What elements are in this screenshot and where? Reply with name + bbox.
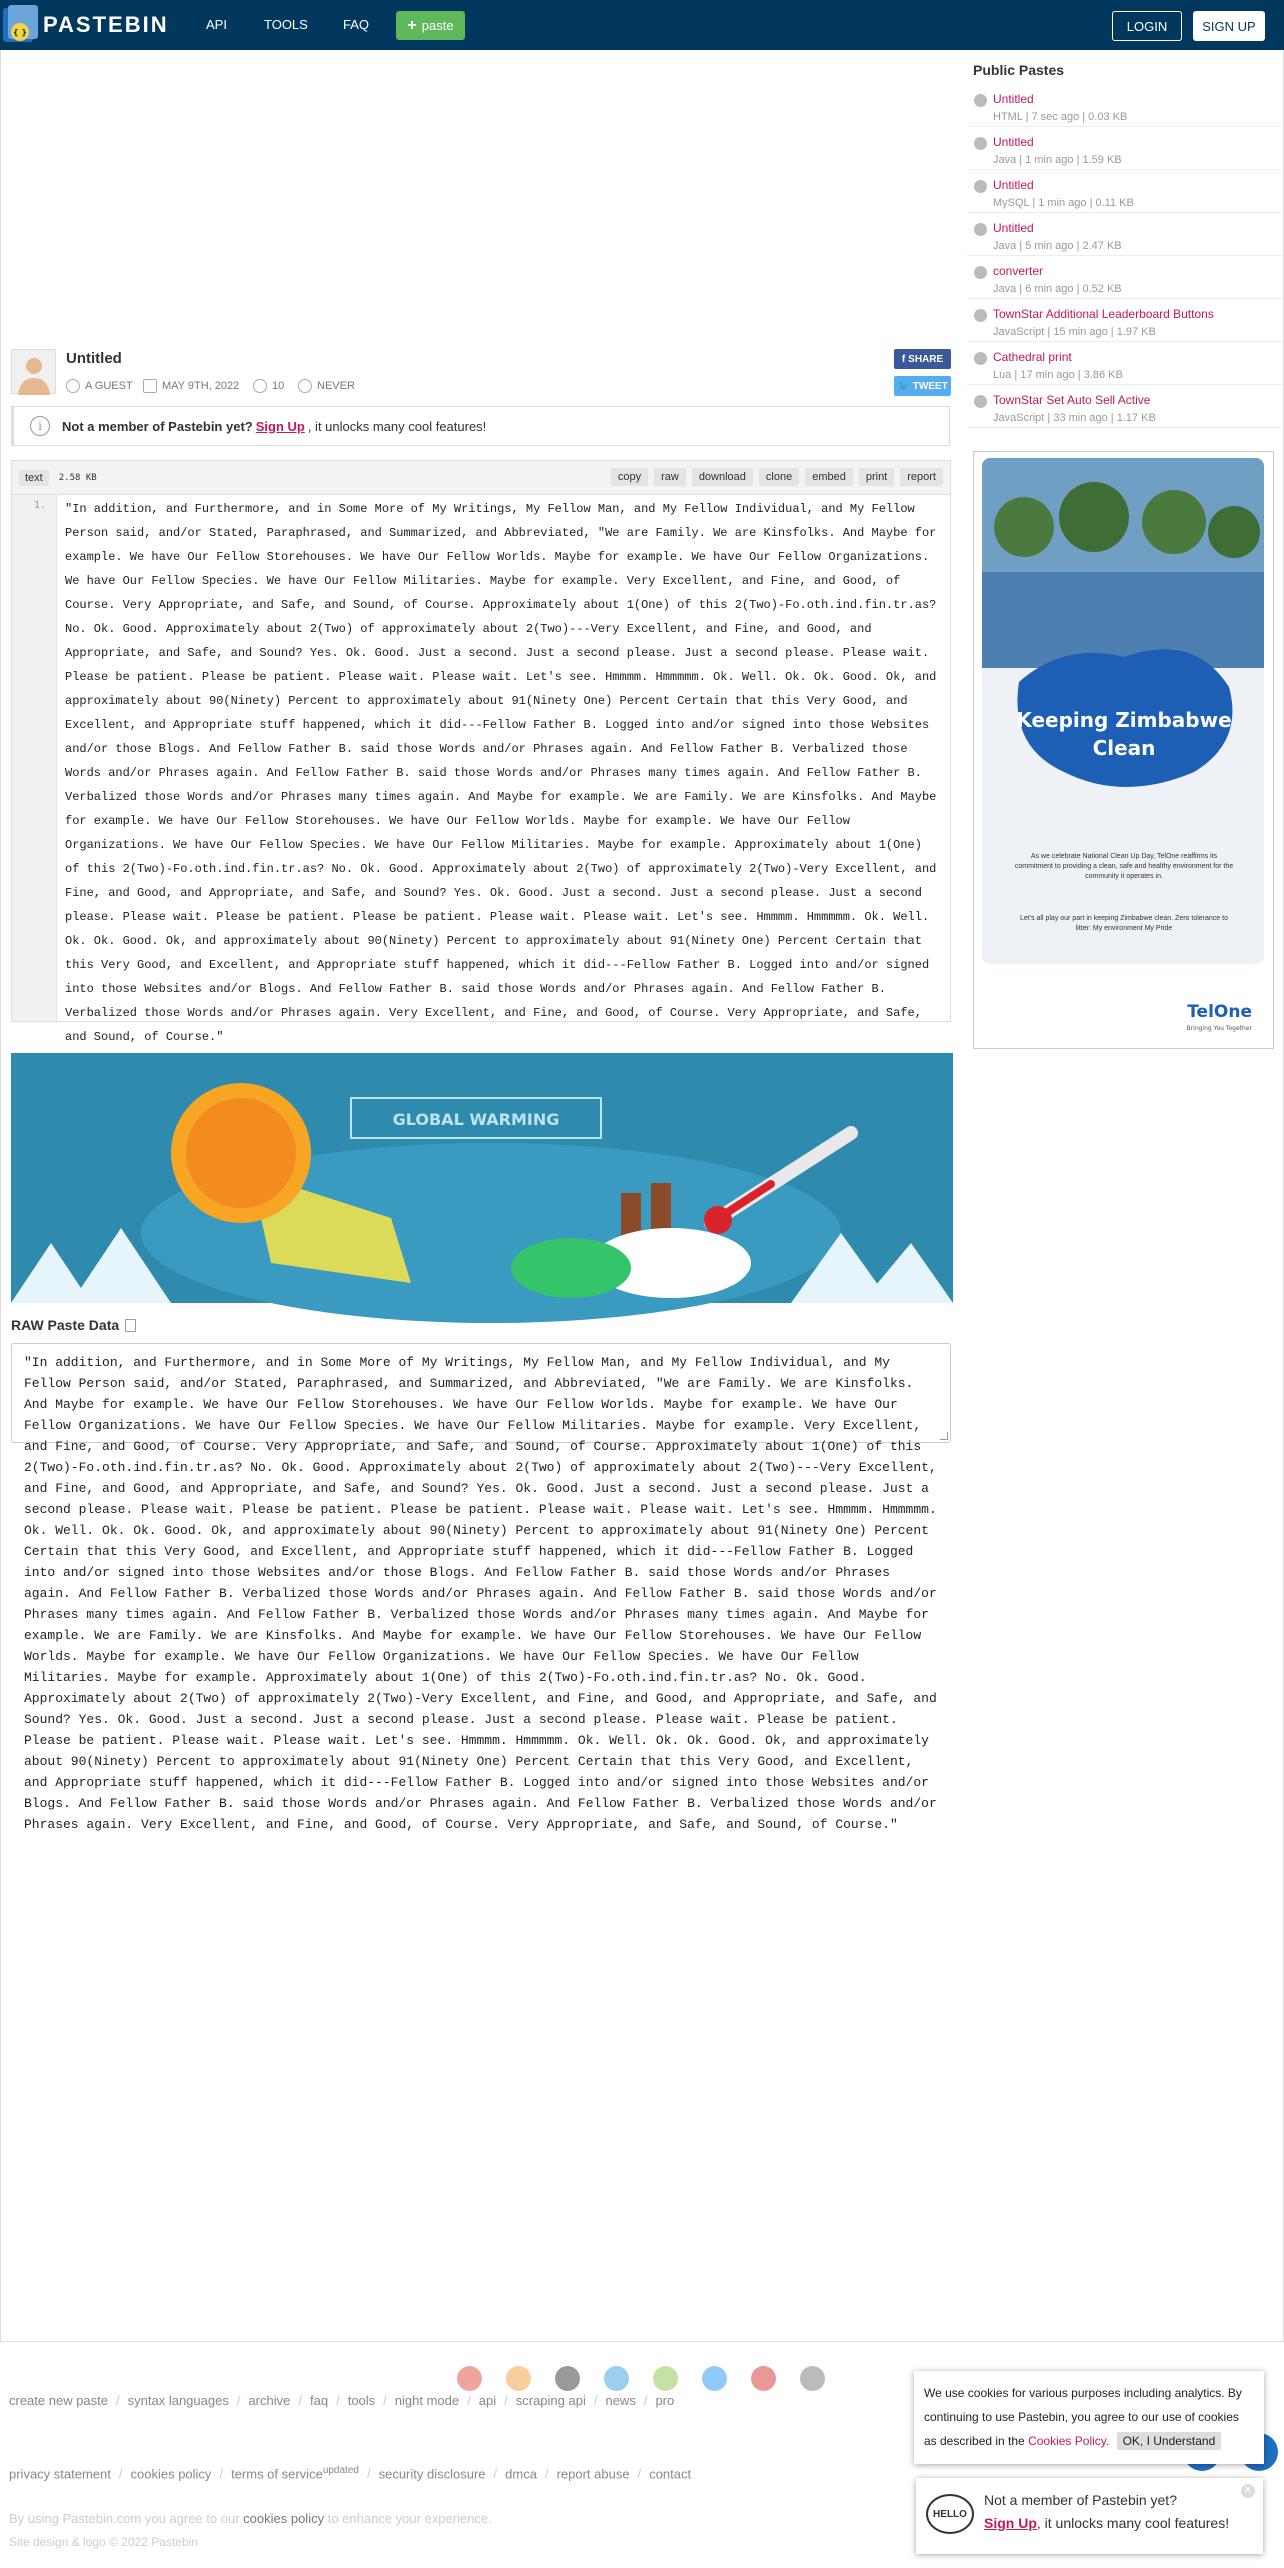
raw-paste-label xyxy=(11,1317,136,1333)
notice-suffix: , it unlocks many cool features! xyxy=(307,418,487,434)
notice-signup-link[interactable]: Sign Up xyxy=(255,418,305,434)
public-pastes-list xyxy=(967,84,1282,428)
app-icons-row xyxy=(457,2366,825,2391)
globe-icon xyxy=(974,309,987,322)
print-button[interactable]: print xyxy=(859,468,894,486)
updated-badge: updated xyxy=(322,2465,359,2476)
mac-icon[interactable] xyxy=(702,2366,727,2391)
globe-icon xyxy=(974,94,987,107)
footer-link[interactable]: pro xyxy=(655,2393,675,2408)
public-paste-item[interactable] xyxy=(967,256,1282,299)
author-name[interactable]: A GUEST xyxy=(85,380,133,392)
raw-paste-textarea[interactable] xyxy=(11,1343,951,1832)
public-paste-meta: Java | 6 min ago | 0.52 KB xyxy=(993,283,1122,295)
public-pastes-title: Public Pastes xyxy=(973,62,1065,78)
close-icon[interactable]: ✕ xyxy=(1241,2484,1255,2498)
new-paste-button[interactable] xyxy=(396,11,465,40)
chrome-icon[interactable] xyxy=(457,2366,482,2391)
footer-link[interactable]: archive xyxy=(248,2393,291,2408)
cookie-text: We use cookies for various purposes including analytics. By continuing to use Pastebin, you agree to our use of cookies as described in the xyxy=(924,2386,1242,2448)
nav-tools[interactable]: TOOLS xyxy=(264,17,308,32)
member-popup-line1: Not a member of Pastebin yet? xyxy=(984,2492,1177,2508)
clone-button[interactable]: clone xyxy=(759,468,799,486)
copy-icon[interactable] xyxy=(125,1319,136,1332)
cookie-ok-button[interactable]: OK, I Understand xyxy=(1117,2432,1222,2450)
share-label: SHARE xyxy=(908,353,944,365)
footer-link[interactable]: cookies policy xyxy=(130,2466,212,2482)
cookie-consent-popup xyxy=(914,2371,1264,2464)
toolbar-buttons xyxy=(611,468,943,486)
footer-link[interactable]: faq xyxy=(310,2393,329,2408)
public-paste-title[interactable]: TownStar Set Auto Sell Active xyxy=(993,393,1151,407)
syntax-tag[interactable]: text xyxy=(19,470,49,486)
report-button[interactable]: report xyxy=(900,468,943,486)
footer-copyright: Site design & logo © 2022 Pastebin xyxy=(9,2535,198,2549)
public-paste-title[interactable]: Untitled xyxy=(993,92,1034,106)
footer-link[interactable]: dmca xyxy=(505,2466,537,2482)
footer-link[interactable]: news xyxy=(605,2393,636,2408)
line-number: 1. xyxy=(12,495,57,1021)
footer-link[interactable]: night mode xyxy=(394,2393,460,2408)
footer-links-row-1: create new paste / syntax languages / archive / faq / tools / night mode / api / scraping api / news / pro xyxy=(9,2393,675,2408)
code-toolbar xyxy=(12,461,950,495)
cookies-policy-link[interactable]: cookies policy xyxy=(243,2511,325,2526)
footer-link[interactable]: api xyxy=(478,2393,497,2408)
ad-tagline: Let's all play our part in keeping Zimbabwe clean. Zero tolerance to litter: My environment My Pride xyxy=(1020,915,1228,932)
footer-links-row-2: privacy statement / cookies policy / terms of service$^{updated}$ / security disclosure / dmca / report abuse / contact xyxy=(9,2465,692,2482)
globe-icon xyxy=(974,395,987,408)
user-icon xyxy=(66,379,80,393)
sidebar-advertisement[interactable] xyxy=(973,451,1274,1049)
paste-content[interactable]: "In addition, and Furthermore, and in Some More of My Writings, My Fellow Man, and My Fellow Individual, and My Fellow Person said, and/or Stated, Paraphrased, and Summarized, and Abbreviated, "We are Family. We are Kinsfolks. And Maybe for example. We have Our Fellow Storehouses. We have Our Fellow Worlds. Maybe for example. We have Our Fellow Organizations. We have Our Fellow Species. We have Our Fellow Militaries. Maybe for example. Very Excellent, and Fine, and Good, of Course. Very Appropriate, and Safe, and Sound, of Course. Approximately about 1(One) of this 2(Two)-Fo.oth.ind.fin.tr.as? No. Ok. Good. Approximately about 2(Two) of approximately about 2(Two)---Very Excellent, and Fine, and Good, and Appropriate, and Safe, and Sound? Yes. Ok. Good. Just a second. Just a second please. Just a second please. Please wait. Please be patient. Please be patient. Please wait. Please wait. Let's see. Hmmmm. Hmmmmm. Ok. Well. Ok. Ok. Good. Ok, and approximately about 90(Ninety) Percent to approximately about 91(Ninety One) Percent Certain that this Very Good, and Excellent, and Appropriate stuff happened, which it did---Fellow Father B. Logged into and/or signed into those Websites and/or those Blogs. And Fellow Father B. said those Words and/or Phrases again. And Fellow Father B. Verbalized those Words and/or Phrases again. And Fellow Father B. said those Words and/or Phrases many times again. And Fellow Father B. Verbalized those Words and/or Phrases many times again. And Maybe for example. We are Family. We are Kinsfolks. And Maybe for example. We have Our Fellow Storehouses. We have Our Fellow Worlds. Maybe for example. We have Our Fellow Organizations. We have Our Fellow Species. We have Our Fellow Militaries. Maybe for example. Approximately about 1(One) of this 2(Two)-Fo.oth.ind.fin.tr.as? No. Ok. Good. Approximately about 2(Two) of approximately 2(Two)-Very Excellent, and Fine, and Good, and Appropriate, and Safe, and Sound? Yes. Ok. Good. Just a second. Just a second please. Just a second please. Please wait. Please be patient. Please be patient. Please wait. Please wait. Let's see. Hmmmm. Hmmmmm. Ok. Well. Ok. Ok. Good. Ok, and approximately about 90(Ninety) Percent to approximately about 91(Ninety One) Percent Certain that this Very Good, and Excellent, and Appropriate stuff happened, which it did---Fellow Father B. Logged into and/or signed into those Websites and/or Blogs. And Fellow Father B. said those Words and/or Phrases again. And Fellow Father B. Verbalized those Words and/or Phrases again. Very Excellent, and Fine, and Good, of Course. Very Appropriate, and Safe, and Sound, of Course." xyxy=(65,502,937,1044)
paste-title: Untitled xyxy=(66,350,122,367)
guest-avatar xyxy=(11,349,56,394)
footer-link[interactable]: create new paste xyxy=(9,2393,109,2408)
member-notice xyxy=(11,406,950,446)
clock-icon xyxy=(298,379,312,393)
user-silhouette-icon xyxy=(12,350,57,395)
android-icon[interactable] xyxy=(653,2366,678,2391)
firefox-icon[interactable] xyxy=(506,2366,531,2391)
public-paste-item[interactable] xyxy=(967,342,1282,385)
public-paste-meta: HTML | 7 sec ago | 0.03 KB xyxy=(993,111,1128,123)
ad-brand-sub: Bringing You Together xyxy=(1186,1025,1252,1032)
ad-body-text: As we celebrate National Clean Up Day, TelOne reaffirms its commitment to providing a clean, safe and healthy environment for the community it operates in. xyxy=(1014,853,1234,880)
public-paste-title[interactable]: TownStar Additional Leaderboard Buttons xyxy=(993,307,1214,321)
embed-button[interactable]: embed xyxy=(805,468,853,486)
member-popup-signup-link[interactable]: Sign Up xyxy=(984,2515,1037,2531)
facebook-share-button[interactable] xyxy=(894,349,951,369)
telone-ad-image xyxy=(974,452,1273,1048)
code-body xyxy=(12,495,950,1044)
paste-expiry xyxy=(298,379,355,393)
public-paste-meta: Java | 5 min ago | 2.47 KB xyxy=(993,240,1122,252)
windows-icon[interactable] xyxy=(604,2366,629,2391)
paste-code-box xyxy=(11,460,951,1044)
public-paste-item[interactable] xyxy=(967,299,1282,342)
paste-author xyxy=(66,379,133,393)
globe-icon xyxy=(974,137,987,150)
brand-name[interactable]: PASTEBIN xyxy=(43,12,169,37)
tweet-label: TWEET xyxy=(912,380,948,392)
public-paste-item[interactable] xyxy=(967,170,1282,213)
public-paste-meta: JavaScript | 33 min ago | 1.17 KB xyxy=(993,412,1156,424)
public-paste-meta: MySQL | 1 min ago | 0.11 KB xyxy=(993,197,1134,209)
public-paste-item[interactable] xyxy=(967,213,1282,256)
hello-speech-bubble-icon: HELLO xyxy=(926,2494,974,2534)
global-warming-banner[interactable] xyxy=(11,1053,953,1303)
raw-paste-content: "In addition, and Furthermore, and in Some More of My Writings, My Fellow Man, and My Fellow Individual, and My Fellow Person said, and/or Stated, Paraphrased, and Summarized, and Abbreviated, "We are Family. We are Kinsfolks. And Maybe for example. We have Our Fellow Storehouses. We have Our Fellow Worlds. Maybe for example. We have Our Fellow Organizations. We have Our Fellow Species. We have Our Fellow Militaries. Maybe for example. Very Excellent, and Fine, and Good, of Course. Very Appropriate, and Safe, and Sound, of Course. Approximately about 1(One) of this 2(Two)-Fo.oth.ind.fin.tr.as? No. Ok. Good. Approximately about 2(Two) of approximately about 2(Two)---Very Excellent, and Fine, and Good, and Appropriate, and Safe, and Sound? Yes. Ok. Good. Just a second. Just a second please. Just a second please. Please wait. Please be patient. Please be patient. Please wait. Please wait. Let's see. Hmmmm. Hmmmmm. Ok. Well. Ok. Ok. Good. Ok, and approximately about 90(Ninety) Percent to approximately about 91(Ninety One) Percent Certain that this Very Good, and Excellent, and Appropriate stuff happened, which it did---Fellow Father B. Logged into and/or signed into those Websites and/or those Blogs. And Fellow Father B. said those Words and/or Phrases again. And Fellow Father B. Verbalized those Words and/or Phrases again. And Fellow Father B. said those Words and/or Phrases many times again. And Fellow Father B. Verbalized those Words and/or Phrases many times again. And Maybe for example. We are Family. We are Kinsfolks. And Maybe for example. We have Our Fellow Storehouses. We have Our Fellow Worlds. Maybe for example. We have Our Fellow Organizations. We have Our Fellow Species. We have Our Fellow Militaries. Maybe for example. Approximately about 1(One) of this 2(Two)-Fo.oth.ind.fin.tr.as? No. Ok. Good. Approximately about 2(Two) of approximately 2(Two)-Very Excellent, and Fine, and Good, and Appropriate, and Safe, and Sound? Yes. Ok. Good. Just a second. Just a second please. Just a second please. Please wait. Please be patient. Please be patient. Please wait. Please wait. Let's see. Hmmmm. Hmmmmm. Ok. Well. Ok. Ok. Good. Ok, and approximately about 90(Ninety) Percent to approximately about 91(Ninety One) Percent Certain that this Very Good, and Excellent, and Appropriate stuff happened, which it did---Fellow Father B. Logged into and/or signed into those Websites and/or Blogs. And Fellow Father B. said those Words and/or Phrases again. And Fellow Father B. Verbalized those Words and/or Phrases again. Very Excellent, and Fine, and Good, of Course. Very Appropriate, and Safe, and Sound, of Course." xyxy=(24,1355,937,1832)
ad-headline-1: Keeping Zimbabwe xyxy=(1016,708,1232,732)
signup-button[interactable]: SIGN UP xyxy=(1193,11,1265,41)
global-warming-illustration xyxy=(11,1053,953,1303)
ad-headline-2: Clean xyxy=(1092,736,1156,760)
twitter-tweet-button[interactable] xyxy=(894,376,951,396)
public-paste-title[interactable]: Untitled xyxy=(993,221,1034,235)
eye-icon xyxy=(253,379,267,393)
nav-faq[interactable]: FAQ xyxy=(343,17,370,32)
linux-icon[interactable] xyxy=(800,2366,825,2391)
public-paste-meta: Lua | 17 min ago | 3.86 KB xyxy=(993,369,1123,381)
resize-grip-icon[interactable] xyxy=(940,1432,948,1440)
public-paste-title[interactable]: Cathedral print xyxy=(993,350,1072,364)
public-paste-meta: JavaScript | 15 min ago | 1.97 KB xyxy=(993,326,1156,338)
globe-icon xyxy=(974,266,987,279)
footer-link[interactable]: syntax languages xyxy=(127,2393,229,2408)
member-signup-popup xyxy=(916,2478,1263,2554)
cookies-policy-popup-link[interactable]: Cookies Policy. xyxy=(1028,2434,1110,2448)
date-text: MAY 9TH, 2022 xyxy=(162,380,240,392)
expiry-text: NEVER xyxy=(317,380,355,392)
facebook-icon: f xyxy=(901,353,906,365)
plus-icon: + xyxy=(407,16,417,34)
download-button[interactable]: download xyxy=(692,468,753,486)
paste-views xyxy=(253,379,284,393)
footer-cookie-note xyxy=(9,2511,492,2526)
footer-link[interactable]: security disclosure xyxy=(378,2466,486,2482)
globe-icon xyxy=(974,180,987,193)
note-prefix: By using Pastebin.com you agree to our xyxy=(9,2511,240,2526)
calendar-icon xyxy=(143,379,157,393)
public-paste-title[interactable]: Untitled xyxy=(993,178,1034,192)
notice-prefix: Not a member of Pastebin yet? xyxy=(62,418,253,434)
twitter-bird-icon: 🐦 xyxy=(897,380,910,392)
public-paste-title[interactable]: converter xyxy=(993,264,1044,278)
public-paste-item[interactable] xyxy=(967,385,1282,428)
public-paste-meta: Java | 1 min ago | 1.59 KB xyxy=(993,154,1122,166)
new-paste-label: paste xyxy=(421,18,454,33)
info-icon: i xyxy=(30,416,50,436)
opera-icon[interactable] xyxy=(751,2366,776,2391)
ios-icon[interactable] xyxy=(555,2366,580,2391)
copy-button[interactable]: copy xyxy=(611,468,648,486)
globe-icon xyxy=(974,352,987,365)
paste-size: 2.58 KB xyxy=(58,472,97,483)
page-frame-divider xyxy=(0,2341,1284,2342)
footer-link[interactable]: tools xyxy=(347,2393,376,2408)
footer-link[interactable]: terms of service xyxy=(231,2466,323,2482)
member-popup-suffix: , it unlocks many cool features! xyxy=(1036,2515,1230,2531)
nav-api[interactable]: API xyxy=(206,17,227,32)
footer-link[interactable]: report abuse xyxy=(556,2466,630,2482)
ad-brand: TelOne xyxy=(1187,1002,1252,1022)
public-paste-item[interactable] xyxy=(967,127,1282,170)
login-button[interactable]: LOGIN xyxy=(1112,11,1182,41)
footer-link[interactable]: scraping api xyxy=(515,2393,586,2408)
public-paste-item[interactable] xyxy=(967,84,1282,127)
raw-paste-title: RAW Paste Data xyxy=(11,1317,120,1333)
banner-caption: GLOBAL WARMING xyxy=(392,1110,560,1129)
globe-icon xyxy=(974,223,987,236)
footer-link[interactable]: privacy statement xyxy=(9,2466,111,2482)
top-navbar xyxy=(0,0,1284,50)
note-suffix: to enhance your experience. xyxy=(327,2511,492,2526)
public-paste-title[interactable]: Untitled xyxy=(993,135,1034,149)
pastebin-logo-icon[interactable] xyxy=(0,2,40,46)
member-popup-line2 xyxy=(984,2515,1229,2531)
views-count: 10 xyxy=(272,380,285,392)
raw-button[interactable]: raw xyxy=(654,468,686,486)
paste-date xyxy=(143,379,239,393)
footer-link[interactable]: contact xyxy=(649,2466,692,2482)
svg-text:{ }: { } xyxy=(12,28,28,37)
